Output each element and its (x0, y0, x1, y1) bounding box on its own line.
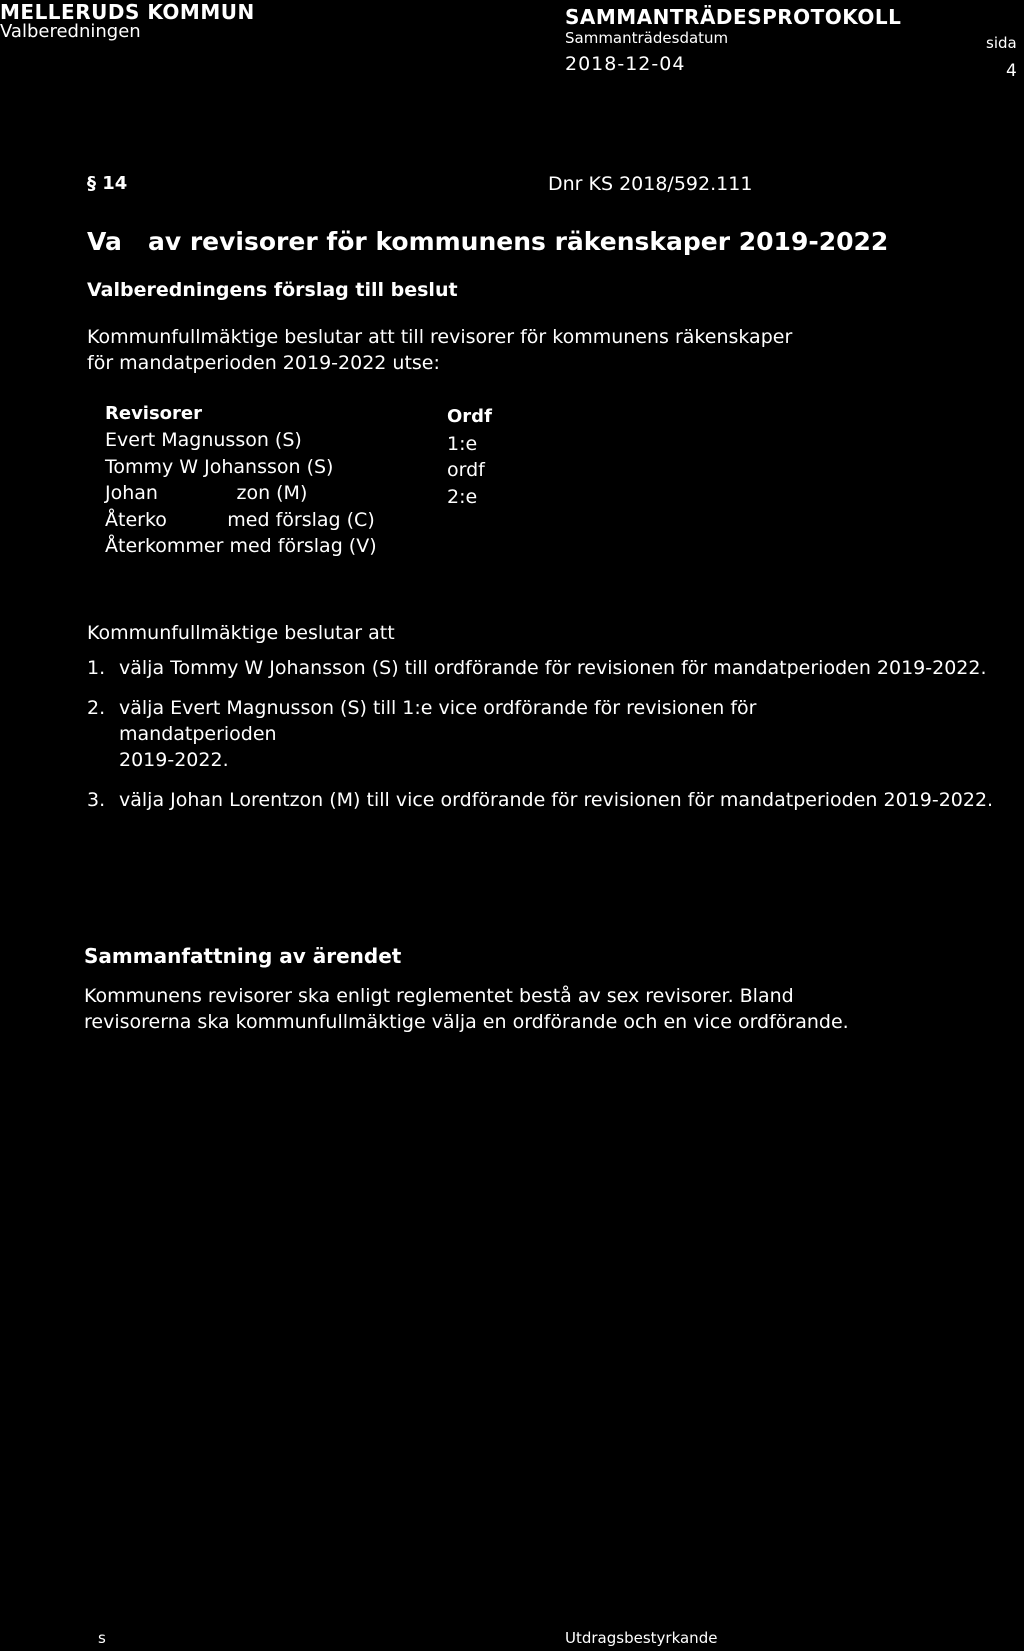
revisor-role: ordf (447, 459, 485, 481)
summary-heading: Sammanfattning av ärendet (84, 944, 402, 968)
list-item-number: 3. (87, 789, 106, 811)
list-item-number: 2. (87, 697, 106, 719)
department-name: Valberedningen (0, 21, 141, 42)
proposal-heading: Valberedningens förslag till beslut (87, 279, 458, 301)
signature-initial: s (98, 1629, 106, 1647)
revisor-name: Johan zon (M) (105, 482, 308, 504)
meeting-date: 2018-12-04 (565, 53, 686, 75)
summary-line2: revisorerna ska kommunfullmäktige välja en ordförande och en vice ordförande. (84, 1011, 849, 1033)
list-item-text: välja Johan Lorentzon (M) till vice ordförande för revisionen för mandatperioden 2019-2022. (119, 789, 994, 811)
organization-name: MELLERUDS KOMMUN (0, 0, 255, 24)
list-item (87, 695, 1007, 773)
diary-number: Dnr KS 2018/592.111 (548, 173, 753, 195)
extract-certification-label: Utdragsbestyrkande (565, 1629, 718, 1647)
page-number: 4 (1006, 61, 1017, 81)
revisor-role: 1:e (447, 433, 478, 455)
proposal-intro-line1: Kommunfullmäktige beslutar att till revisorer för kommunens räkenskaper (87, 326, 793, 348)
summary-line1: Kommunens revisorer ska enligt reglementet bestå av sex revisorer. Bland (84, 985, 794, 1007)
decision-list (87, 655, 1007, 827)
list-item-number: 1. (87, 657, 106, 679)
revisor-name: Återko med förslag (C) (105, 509, 375, 531)
revisor-name: Tommy W Johansson (S) (105, 456, 334, 478)
revisor-name: Återkommer med förslag (V) (105, 535, 377, 557)
proposal-intro-line2: för mandatperioden 2019-2022 utse: (87, 352, 440, 374)
list-item-text: välja Evert Magnusson (S) till 1:e vice ordförande för revisionen för mandatperioden 2019-2022. (119, 697, 757, 771)
document-title: SAMMANTRÄDESPROTOKOLL (565, 5, 902, 29)
list-item-text: välja Tommy W Johansson (S) till ordförande för revisionen för mandatperioden 2019-2022. (119, 657, 987, 679)
list-item (87, 787, 1007, 813)
decision-intro: Kommunfullmäktige beslutar att (87, 622, 395, 644)
revisor-name: Evert Magnusson (S) (105, 429, 302, 451)
meeting-date-label: Sammanträdesdatum (565, 29, 729, 47)
column-header-ordf: Ordf (447, 406, 492, 427)
section-title: Va av revisorer för kommunens räkenskaper 2019-2022 (87, 227, 889, 256)
paragraph-number: § 14 (87, 173, 128, 194)
revisor-role: 2:e (447, 486, 478, 508)
list-item (87, 655, 1007, 681)
column-header-revisorer: Revisorer (105, 403, 203, 424)
page-label: sida (986, 34, 1017, 52)
